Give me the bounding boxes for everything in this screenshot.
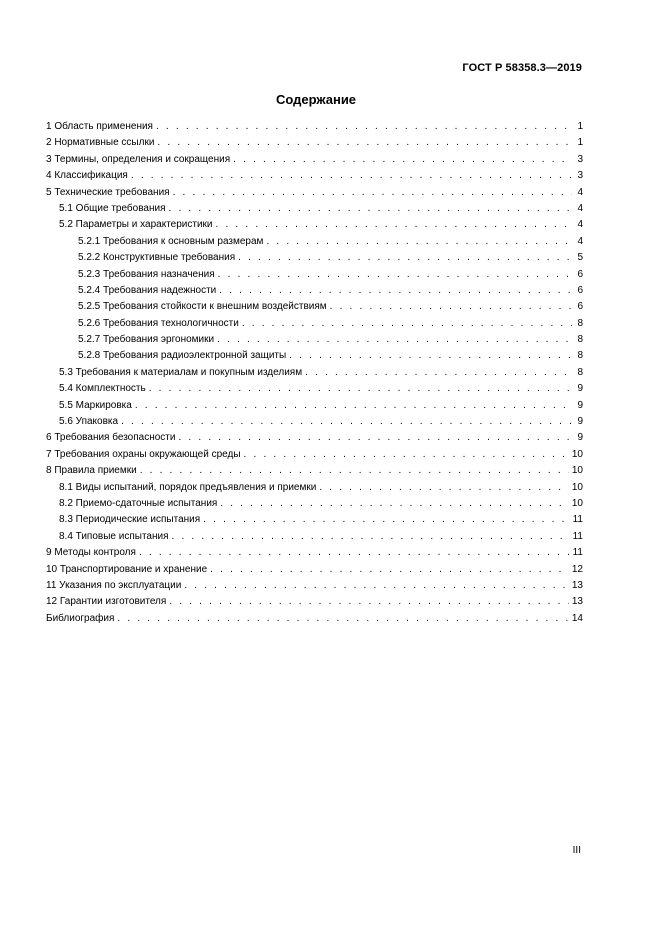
toc-dot-leader — [139, 545, 570, 561]
toc-entry-label: 7 Требования охраны окружающей среды — [46, 448, 241, 460]
toc-entry-page: 10 — [571, 481, 583, 493]
toc-entry-page: 10 — [571, 465, 583, 477]
toc-dot-leader — [172, 529, 570, 545]
toc-dot-leader — [121, 414, 572, 430]
toc-dot-leader — [131, 168, 572, 184]
toc-entry-page: 11 — [572, 547, 583, 559]
toc-entry-label: 5.2.1 Требования к основным размерам — [78, 235, 264, 247]
toc-entry[interactable] — [46, 250, 583, 266]
toc-dot-leader — [210, 562, 569, 578]
toc-entry-label: 5.2.6 Требования технологичности — [78, 317, 239, 329]
toc-dot-leader — [238, 250, 572, 266]
toc-entry-label: 5.2.3 Требования назначения — [78, 268, 215, 280]
toc-entry-label: 5.2 Параметры и характеристики — [59, 219, 213, 231]
toc-entry[interactable] — [46, 217, 583, 233]
toc-entry[interactable] — [46, 119, 583, 135]
toc-entry-label: 11 Указания по эксплуатации — [46, 579, 182, 591]
toc-entry[interactable] — [46, 545, 583, 561]
toc-entry[interactable] — [46, 512, 583, 528]
toc-entry-page: 4 — [577, 219, 583, 231]
toc-dot-leader — [184, 578, 569, 594]
toc-entry-page: 4 — [577, 235, 583, 247]
toc-entry-label: 12 Гарантии изготовителя — [46, 596, 167, 608]
toc-entry-label: 8.2 Приемо-сдаточные испытания — [59, 497, 218, 509]
toc-entry-page: 13 — [571, 596, 583, 608]
toc-entry-label: 5 Технические требования — [46, 186, 170, 198]
toc-entry-page: 3 — [577, 170, 583, 182]
toc-entry-page: 5 — [577, 252, 583, 264]
toc-dot-leader — [117, 611, 568, 627]
toc-dot-leader — [220, 496, 569, 512]
toc-entry-label: 8.1 Виды испытаний, порядок предъявления и приемки — [59, 481, 317, 493]
toc-dot-leader — [217, 332, 572, 348]
toc-entry[interactable] — [46, 234, 583, 250]
toc-entry-page: 6 — [577, 301, 583, 313]
toc-entry-label: 5.6 Упаковка — [59, 416, 119, 428]
toc-dot-leader — [233, 152, 572, 168]
toc-entry[interactable] — [46, 316, 583, 332]
toc-entry-page: 8 — [577, 366, 583, 378]
toc-entry-label: 5.3 Требования к материалам и покупным изделиям — [59, 366, 303, 378]
toc-entry-label: 5.5 Маркировка — [59, 399, 132, 411]
toc-entry-label: 10 Транспортирование и хранение — [46, 563, 208, 575]
toc-entry-page: 4 — [577, 186, 583, 198]
toc-entry-page: 10 — [571, 448, 583, 460]
toc-entry-page: 11 — [572, 530, 583, 542]
toc-dot-leader — [149, 381, 572, 397]
toc-dot-leader — [203, 512, 569, 528]
toc-entry[interactable] — [46, 447, 583, 463]
toc-entry-page: 6 — [577, 284, 583, 296]
toc-entry[interactable] — [46, 168, 583, 184]
toc-entry[interactable] — [46, 398, 583, 414]
toc-entry-page: 1 — [577, 137, 583, 149]
toc-entry-page: 6 — [577, 268, 583, 280]
toc-entry[interactable] — [46, 611, 583, 627]
toc-entry-label: 4 Классификация — [46, 170, 128, 182]
toc-entry[interactable] — [46, 299, 583, 315]
toc-entry[interactable] — [46, 267, 583, 283]
toc-entry-label: 5.2.5 Требования стойкости к внешним воздействиям — [78, 301, 327, 313]
toc-entry-label: 5.2.4 Требования надежности — [78, 284, 217, 296]
toc-dot-leader — [218, 267, 572, 283]
toc-entry[interactable] — [46, 414, 583, 430]
toc-entry[interactable] — [46, 201, 583, 217]
toc-entry-page: 8 — [577, 350, 583, 362]
toc-entry[interactable] — [46, 578, 583, 594]
toc-entry-label: 2 Нормативные ссылки — [46, 137, 155, 149]
toc-entry[interactable] — [46, 332, 583, 348]
toc-entry-page: 1 — [577, 120, 583, 132]
toc-dot-leader — [330, 299, 572, 315]
page-number: III — [572, 845, 581, 856]
toc-entry[interactable] — [46, 529, 583, 545]
toc-dot-leader — [319, 480, 569, 496]
toc-entry[interactable] — [46, 480, 583, 496]
toc-entry[interactable] — [46, 185, 583, 201]
toc-dot-leader — [135, 398, 572, 414]
toc-dot-leader — [289, 348, 572, 364]
toc-entry-label: 1 Область применения — [46, 120, 153, 132]
toc-entry-page: 8 — [577, 317, 583, 329]
toc-entry-page: 9 — [577, 416, 583, 428]
toc-dot-leader — [169, 594, 569, 610]
toc-entry[interactable] — [46, 283, 583, 299]
toc-entry-page: 4 — [577, 202, 583, 214]
toc-entry-label: 9 Методы контроля — [46, 547, 136, 559]
toc-dot-leader — [219, 283, 572, 299]
toc-entry-label: 6 Требования безопасности — [46, 432, 176, 444]
toc-entry-label: 8.3 Периодические испытания — [59, 514, 201, 526]
toc-entry-page: 9 — [577, 399, 583, 411]
toc-entry-page: 3 — [577, 153, 583, 165]
toc-entry[interactable] — [46, 463, 583, 479]
toc-entry-page: 10 — [571, 497, 583, 509]
toc-entry[interactable] — [46, 135, 583, 151]
toc-entry-label: 8 Правила приемки — [46, 465, 137, 477]
toc-entry-label: 5.2.7 Требования эргономики — [78, 334, 215, 346]
toc-entry[interactable] — [46, 430, 583, 446]
toc-dot-leader — [216, 217, 573, 233]
toc-entry-label: 5.4 Комплектность — [59, 383, 146, 395]
toc-entry-page: 8 — [577, 334, 583, 346]
toc-dot-leader — [156, 119, 572, 135]
toc-entry-label: 5.2.2 Конструктивные требования — [78, 252, 236, 264]
toc-entry[interactable] — [46, 348, 583, 364]
toc-entry[interactable] — [46, 152, 583, 168]
toc-entry[interactable] — [46, 381, 583, 397]
toc-dot-leader — [305, 365, 572, 381]
toc-entry-page: 14 — [571, 612, 583, 624]
toc-entry-page: 13 — [571, 579, 583, 591]
toc-dot-leader — [244, 447, 569, 463]
toc-dot-leader — [169, 201, 572, 217]
toc-dot-leader — [242, 316, 572, 332]
document-standard-header: ГОСТ Р 58358.3—2019 — [462, 62, 582, 74]
toc-entry-label: Библиография — [46, 612, 115, 624]
toc-dot-leader — [178, 430, 572, 446]
table-of-contents — [46, 119, 583, 627]
toc-entry[interactable] — [46, 496, 583, 512]
toc-entry-page: 9 — [577, 383, 583, 395]
toc-entry-page: 12 — [571, 563, 583, 575]
toc-entry-label: 8.4 Типовые испытания — [59, 530, 169, 542]
toc-entry-page: 9 — [577, 432, 583, 444]
toc-dot-leader — [140, 463, 569, 479]
toc-entry-page: 11 — [572, 514, 583, 526]
toc-entry-label: 5.2.8 Требования радиоэлектронной защиты — [78, 350, 287, 362]
toc-entry-label: 3 Термины, определения и сокращения — [46, 153, 231, 165]
toc-dot-leader — [266, 234, 572, 250]
page-title: Содержание — [275, 92, 357, 107]
toc-entry[interactable] — [46, 365, 583, 381]
toc-entry[interactable] — [46, 562, 583, 578]
toc-dot-leader — [173, 185, 572, 201]
toc-dot-leader — [157, 135, 572, 151]
toc-entry-label: 5.1 Общие требования — [59, 202, 166, 214]
toc-entry[interactable] — [46, 594, 583, 610]
